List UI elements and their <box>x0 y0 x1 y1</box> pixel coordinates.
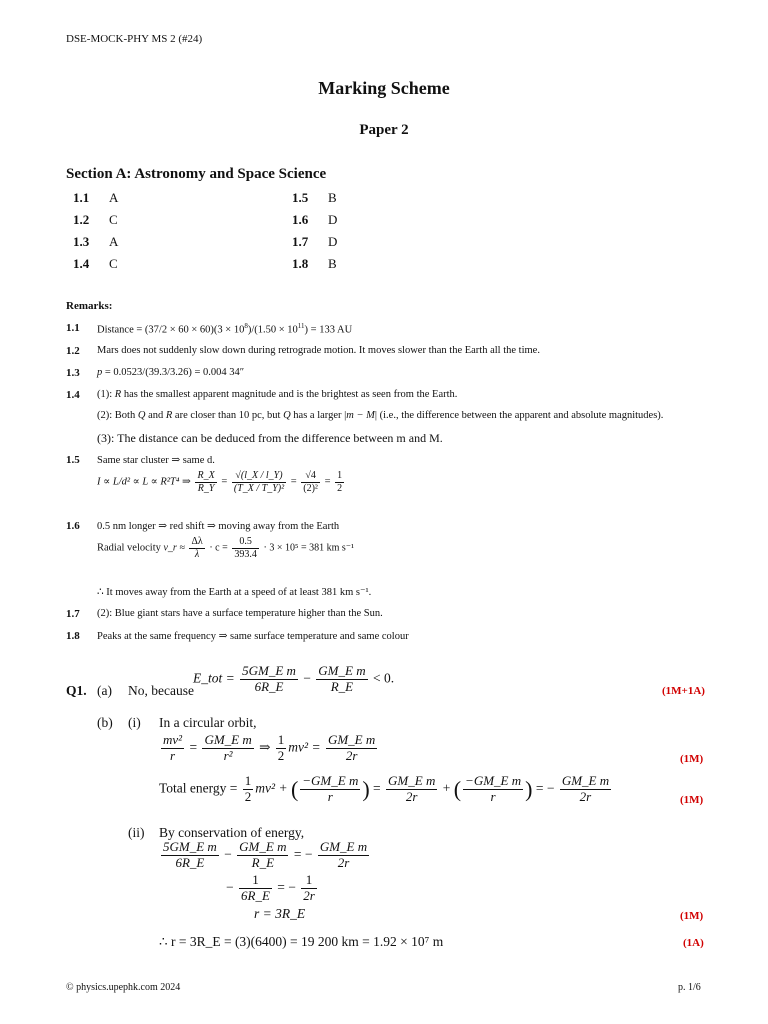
answer-value: B <box>328 190 337 205</box>
answer-value: A <box>109 190 119 205</box>
answer-number: 1.1 <box>73 190 90 205</box>
equation-radial-velocity: Radial velocity v_r ≈ $\frac{\Delta\lambda}{\lambda}$ · c = $\frac{0.5}{393.4}$ · 3 × 10⁵ = 381 km s⁻¹ <box>97 536 355 560</box>
equation-energy-conservation: $\frac{\text{5GM\_E m}}{6R\_E}$ − $\frac{\text{GM\_E m}}{R\_E}$ = − $\frac{\text{GM\_E m}}{2r}$ <box>163 839 368 870</box>
mark-award: (1M) <box>680 910 704 922</box>
footer-page-number: p. 1/6 <box>678 982 701 993</box>
footer-copyright: © physics.upephk.com 2024 <box>66 982 181 993</box>
answer-value: A <box>109 234 119 249</box>
remark-number: 1.2 <box>66 345 80 357</box>
remark-text: Peaks at the same frequency ⇒ same surface temperature and same colour <box>97 631 409 642</box>
mark-award: (1A) <box>683 937 704 949</box>
answer-value: C <box>109 212 118 227</box>
remark-text: Mars does not suddenly slow down during retrograde motion. It moves slower than the Earth all the time. <box>97 345 540 356</box>
mark-award: (1M) <box>680 753 704 765</box>
part-label: (b) <box>97 715 113 730</box>
remark-conclusion: ∴ It moves away from the Earth at a speed of at least 381 km s⁻¹. <box>97 587 372 598</box>
mark-award: (1M) <box>680 794 704 806</box>
answer-number: 1.8 <box>292 256 309 271</box>
equation-1-5: I ∝ L/d² ∝ L ∝ R²T⁴ ⇒ $\frac{R\_X}{R\_Y}$ = $\frac{√(l\_X / l\_Y)}{\text{(T\_X / T\_Y)²}}$ = $\frac{√4}{\text{(2)²}}$ = $\frac{1}{2}$ <box>97 470 343 494</box>
mark-award: (1M+1A) <box>662 685 705 697</box>
answer-value: C <box>109 256 118 271</box>
remark-text: Distance = $(37/2 \times 60 \times 60)(3 \times 10^8)/(1.50 \times 10^{11}) = 133$ AU <box>97 322 353 336</box>
remark-number: 1.4 <box>66 389 80 401</box>
page-title: Marking Scheme <box>318 78 450 98</box>
document-code: DSE-MOCK-PHY MS 2 (#24) <box>66 33 203 45</box>
remark-number: 1.7 <box>66 608 80 620</box>
remark-number: 1.1 <box>66 322 80 334</box>
remark-number: 1.3 <box>66 367 80 379</box>
part-b-ii-text: By conservation of energy, <box>159 825 305 840</box>
page-subtitle: Paper 2 <box>359 122 409 138</box>
section-title: Section A: Astronomy and Space Science <box>66 166 327 182</box>
remark-text: 0.5 nm longer ⇒ red shift ⇒ moving away from the Earth <box>97 521 340 532</box>
equation-total-energy-derivation: Total energy = $\frac{1}{2}$ mv² + ( $\frac{\text{−GM\_E m}}{r}$ ) = $\frac{\text{GM\_E m}}{2r}$ + ( $\frac{\text{−GM\_E m}}{r}$ ) = − $\frac{\text{GM\_E m}}{2r}$ <box>159 773 610 804</box>
final-answer: ∴ r = 3R_E = (3)(6400) = 19 200 km = 1.92 × 10⁷ m <box>159 934 444 949</box>
answer-number: 1.2 <box>73 212 90 227</box>
part-b-i-text: In a circular orbit, <box>159 715 257 730</box>
equation-result: r = 3R_E <box>254 906 306 921</box>
subpart-label: (i) <box>128 715 141 730</box>
remarks-heading: Remarks: <box>66 300 113 312</box>
remark-text: (2): Both Q and R are closer than 10 pc, but Q has a larger |m − M| (i.e., the difference between the apparent and absolute magnitudes). <box>97 410 664 421</box>
question-label: Q1. <box>66 683 87 698</box>
answer-number: 1.6 <box>292 212 309 227</box>
remark-number: 1.8 <box>66 630 80 642</box>
answer-value: D <box>328 234 338 249</box>
equation-total-energy: E_tot = $\frac{\text{5GM\_E m}}{6R\_E}$ − $\frac{\text{GM\_E m}}{R\_E}$ < 0. <box>193 663 395 694</box>
equation-circular-orbit: $\frac{\text{mv²}}{r}$ = $\frac{\text{GM\_E m}}{\text{r²}}$ ⇒ $\frac{1}{2}$ mv² = $\frac{\text{GM\_E m}}{2r}$ <box>163 732 376 763</box>
answer-value: B <box>328 256 337 271</box>
part-a-text: No, because <box>128 683 194 698</box>
equation-simplified: − $\frac{1}{6R\_E}$ = − $\frac{1}{2r}$ <box>226 872 315 903</box>
remark-text: (2): Blue giant stars have a surface temperature higher than the Sun. <box>97 608 383 619</box>
answer-number: 1.5 <box>292 190 309 205</box>
part-label: (a) <box>97 683 112 698</box>
answer-number: 1.4 <box>73 256 90 271</box>
subpart-label: (ii) <box>128 825 145 840</box>
answer-number: 1.3 <box>73 234 90 249</box>
remark-text: p = 0.0523/(39.3/3.26) = 0.004 34″ <box>97 367 245 378</box>
remark-text: (3): The distance can be deduced from the difference between m and M. <box>97 431 443 445</box>
answer-number: 1.7 <box>292 234 309 249</box>
remark-number: 1.5 <box>66 454 80 466</box>
remark-number: 1.6 <box>66 520 80 532</box>
answer-value: D <box>328 212 338 227</box>
remark-text: (1): R has the smallest apparent magnitude and is the brightest as seen from the Earth. <box>97 389 458 400</box>
remark-text: Same star cluster ⇒ same d. <box>97 455 215 466</box>
